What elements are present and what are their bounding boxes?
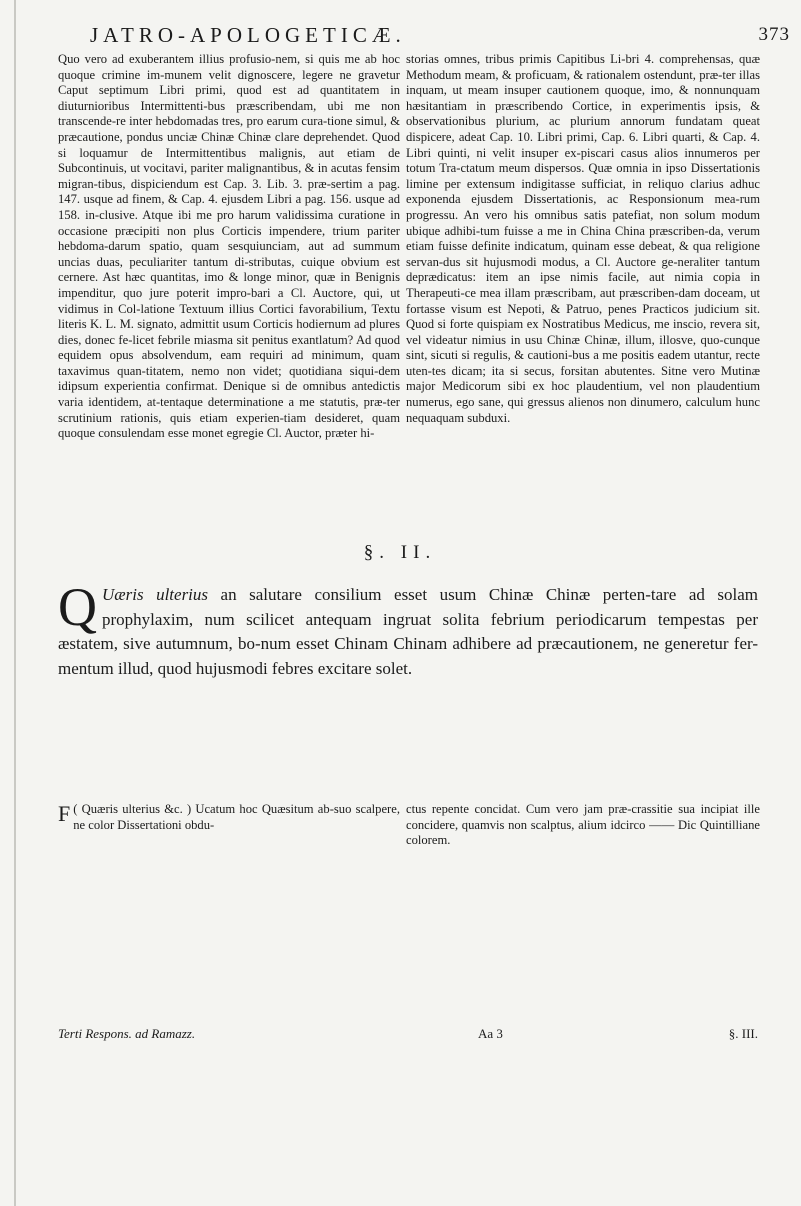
section-proposition xyxy=(58,577,758,681)
catchword: §. III. xyxy=(728,1026,758,1041)
proposition-text: an salutare consilium esset usum Chinæ Chinæ perten-tare ad solam prophylaxim, num scilicet antequam ingruat solita febrium periodicarum tempestas per æstatem, sive autumnum, bo-num esset Chinam Chinam adhibere ad præcautionem, ne generetur fer-mentum illud, quod hujusmodi febres excitare solet. xyxy=(58,585,758,678)
commentary-left-text: ( Quæris ulterius &c. ) Ucatum hoc Quæsitum ab-suo scalpere, ne color Dissertationi obdu- xyxy=(73,802,400,832)
section-heading: §. II. xyxy=(363,542,437,563)
page-number: 373 xyxy=(758,24,790,45)
proposition-lead: Uæris ulterius xyxy=(102,585,209,604)
footer-running-title: Terti Respons. ad Ramazz. xyxy=(58,1026,196,1041)
drop-capital: Q xyxy=(58,577,97,637)
text-column-left: Quo vero ad exuberantem illius profusio-nem, si quis me ab hoc quoque crimine im-munem velit dignoscere, legere ne gravetur Caput septimum Libri primi, quod est ad quantitatem in diuturnioribus Intermittenti-bus præscribendam, ubi me non transcende-re inter hebdomadas tres, pro earum cura-tione simul, & præcautione, pondus unciæ Chinæ Chinæ clare deprehendet. Quod si loquamur de Intermittentibus malignis, aut etiam de Subcontinuis, ut vocitavi, pariter malignantibus, & in acutas fensim migran-tibus, dispiciendum est Cap. 3. Lib. 3. præ-sertim a pag. 147. usque ad finem, & Cap. 4. ejusdem Libri a pag. 156. usque ad 158. in-clusive. Atque ibi me pro harum validissima curatione in occasione præcipiti non plus Corticis impendere, trium pariter hebdoma-darum spatio, quam sesquiunciam, aut ad summum uncias duas, peculiariter tantum di-stributas, cuique obvium est cernere. Ast hæc quantitas, imo & longe minor, quæ in Benignis impenditur, quo jure poterit impro-bari a Cl. Auctore, qui, ut vidimus in Col-latione Textuum illius Cortici favorabilium, Textu literis K. L. M. signato, admittit usum Corticis hodiernum ad plures dies, donec fe-licet febrile miasma sit penitus exantlatum? Ad quod equidem opus absolvendum, eam requiri ad minimum, quam taxavimus quan-titatem, nemo non videt; quotidiana siqui-dem idipsum experientia confirmat. Denique si de omnibus antedictis varia identidem, at-tentaque determinatione a me statutis, præ-ter scrutinium rationis, quis etiam experien-tiam desideret, quam quoque consulendam esse monet egregie Cl. Auctor, præter hi- xyxy=(58,52,400,441)
running-head xyxy=(90,18,790,52)
signature-mark: Aa 3 xyxy=(478,1026,503,1041)
page-footer xyxy=(58,1022,758,1046)
running-title: JATRO-APOLOGETICÆ. xyxy=(90,23,406,47)
page-edge xyxy=(14,0,16,1206)
commentary-initial: F xyxy=(58,802,71,826)
commentary-column-left xyxy=(58,802,400,862)
text-column-right: storias omnes, tribus primis Capitibus Li-bri 4. comprehensas, quæ Methodum meam, & proficuam, & rationalem ostendunt, præ-ter illas inquam, ut meam insuper cautionem quoque, imo, & nonnunquam hæsitantiam in præscribendo Cortice, in experimentis ipsis, & observationibus plurium, ac plurium annorum fundatam queat dispicere, adeat Cap. 10. Libri primi, Cap. 6. Libri quarti, & Cap. 4. Libri quinti, ni velit insuper ex-piscari casus alios innumeros per totum Tra-ctatum meum dispersos. Quæ omnia in ipso Dissertationis limine per extensum indigitasse sufficiat, in reliquo clarius adhuc exponenda ejusdem Dissertationis, ac Responsionum mea-rum progressu. An vero his omnibus satis patefiat, non solum modum ubique adhibi-tum fuisse a me in China China præscriben-da, verum etiam fuisse definite indicatum, quinam esse debeat, & qua religione servan-dus sit hujusmodi modus, a Cl. Auctore ge-neraliter tantum deprædicatus: item an ipse nimis facile, aut nimia copia in Therapeuti-ce mea illam præscribam, aut præscriben-dam doceam, ut fortasse visum est Nepoti, & Patruo, penes Practicos judicium sit. Quod si forte quispiam ex Nostratibus Medicus, me inscio, revera sit, vel videatur nimius in usu Chinæ Chinæ, illum, illosve, quo-cunque sint, sicuti si regulis, & cautioni-bus a me positis eadem utantur, recte uten-tes dicam; ita si secus, forsitan abutentes. Sitne vero Mutinæ major Medicorum sibi ex hoc plaudentium, vel non plaudentium numerus, ego sane, qui gressus alienos non dinumero, calculum hunc nequaquam subduxi. xyxy=(406,52,760,425)
commentary-column-right: ctus repente concidat. Cum vero jam præ-crassitie sua incipiat ille concidere, quamvis non scalptus, alium idcirco —— Dic Quintilliane colorem. xyxy=(406,802,760,848)
